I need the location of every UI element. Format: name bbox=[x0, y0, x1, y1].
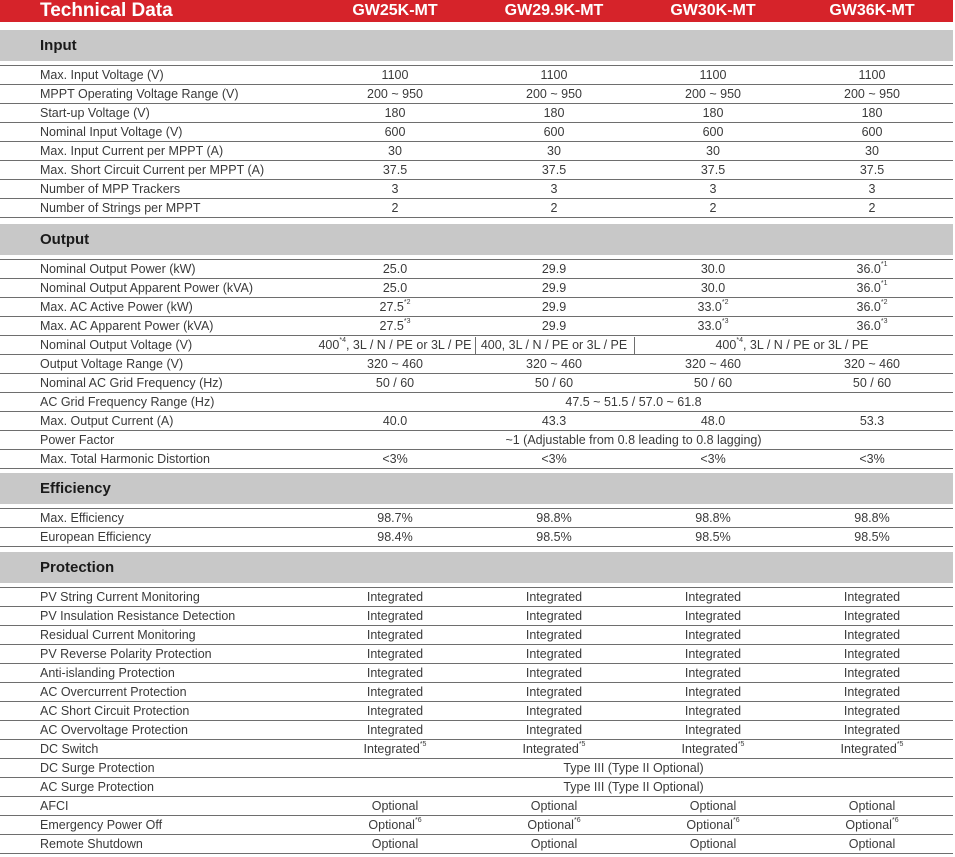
row-value: 200 ~ 950 bbox=[367, 87, 423, 101]
row-value: Integrated bbox=[684, 666, 742, 680]
row-value: Integrated bbox=[843, 723, 901, 737]
row-value: 43.3 bbox=[541, 414, 567, 428]
section-title: Protection bbox=[40, 559, 115, 576]
section-input bbox=[0, 30, 953, 61]
table-row bbox=[0, 645, 953, 664]
row-label: AFCI bbox=[40, 799, 69, 813]
row-value: ~1 (Adjustable from 0.8 leading to 0.8 lagging) bbox=[505, 433, 762, 447]
row-value: 320 ~ 460 bbox=[367, 357, 423, 371]
row-value: Integrated bbox=[525, 723, 583, 737]
table-row bbox=[0, 336, 953, 355]
row-value: 1100 bbox=[699, 68, 727, 82]
row-label: Nominal Output Apparent Power (kVA) bbox=[40, 281, 254, 295]
row-label: PV Reverse Polarity Protection bbox=[40, 647, 212, 661]
table-row bbox=[0, 683, 953, 702]
table-row bbox=[0, 65, 953, 85]
row-value: 50 / 60 bbox=[693, 376, 733, 390]
row-value: Integrated bbox=[684, 609, 742, 623]
row-label: PV String Current Monitoring bbox=[40, 590, 200, 604]
table-row bbox=[0, 85, 953, 104]
row-label: Max. Input Current per MPPT (A) bbox=[40, 144, 224, 158]
row-value: 27.5$^{*3}$ bbox=[379, 318, 411, 333]
row-label: Max. AC Active Power (kW) bbox=[40, 300, 193, 314]
table-row bbox=[0, 123, 953, 142]
row-value: 600 bbox=[384, 125, 406, 139]
row-value: 98.8% bbox=[695, 511, 731, 525]
row-value: Optional bbox=[530, 799, 578, 813]
row-value: 98.5% bbox=[695, 530, 731, 544]
row-label: Max. Input Voltage (V) bbox=[40, 68, 164, 82]
row-value: 40.0 bbox=[382, 414, 408, 428]
model-header-gw25k: GW25K-MT bbox=[352, 2, 438, 19]
table-row bbox=[0, 835, 953, 854]
row-value: <3% bbox=[541, 452, 567, 466]
row-value: Integrated bbox=[366, 685, 424, 699]
row-label: Emergency Power Off bbox=[40, 818, 163, 832]
row-label: Max. Total Harmonic Distortion bbox=[40, 452, 210, 466]
row-value: 1100 bbox=[381, 68, 409, 82]
footnote-mark: *3 bbox=[403, 318, 411, 325]
row-value: <3% bbox=[382, 452, 408, 466]
row-value: 29.9 bbox=[541, 319, 567, 333]
row-value: 180 bbox=[861, 106, 883, 120]
row-value: Optional bbox=[848, 837, 896, 851]
row-label: AC Grid Frequency Range (Hz) bbox=[40, 395, 215, 409]
section-output bbox=[0, 224, 953, 255]
row-value: Integrated bbox=[366, 704, 424, 718]
table-row bbox=[0, 450, 953, 469]
row-value: 1100 bbox=[858, 68, 886, 82]
row-value: 25.0 bbox=[382, 281, 408, 295]
row-value: 180 bbox=[384, 106, 406, 120]
row-value: <3% bbox=[700, 452, 726, 466]
row-value: 48.0 bbox=[700, 414, 726, 428]
row-value: 98.8% bbox=[536, 511, 572, 525]
table-row bbox=[0, 104, 953, 123]
table-row bbox=[0, 759, 953, 778]
row-value: Integrated bbox=[525, 628, 583, 642]
row-value: 37.5 bbox=[541, 163, 567, 177]
row-value: 30 bbox=[706, 144, 720, 158]
table-row bbox=[0, 142, 953, 161]
row-value: 200 ~ 950 bbox=[685, 87, 741, 101]
row-value: 37.5 bbox=[700, 163, 726, 177]
row-value: 30 bbox=[865, 144, 879, 158]
footnote-mark: *2 bbox=[880, 299, 888, 306]
table-row bbox=[0, 797, 953, 816]
row-value: <3% bbox=[859, 452, 885, 466]
footnote-mark: *5 bbox=[419, 741, 427, 748]
row-value: Integrated bbox=[525, 647, 583, 661]
table-row bbox=[0, 412, 953, 431]
section-title: Input bbox=[40, 37, 77, 54]
row-value: 30 bbox=[388, 144, 402, 158]
section-title: Efficiency bbox=[40, 480, 111, 497]
row-value: 33.0$^{*3}$ bbox=[697, 318, 729, 333]
row-value: 3 bbox=[391, 182, 399, 196]
footnote-mark: *6 bbox=[732, 817, 740, 824]
footnote-mark: *2 bbox=[721, 299, 729, 306]
row-value: Integrated bbox=[366, 609, 424, 623]
row-value: 3 bbox=[709, 182, 717, 196]
row-value: Optional$^{*6}$ bbox=[845, 817, 899, 832]
footnote-mark: *3 bbox=[721, 318, 729, 325]
table-row bbox=[0, 702, 953, 721]
row-label: PV Insulation Resistance Detection bbox=[40, 609, 236, 623]
row-value: 53.3 bbox=[859, 414, 885, 428]
table-row bbox=[0, 431, 953, 450]
table-row bbox=[0, 199, 953, 218]
row-value: Integrated bbox=[843, 685, 901, 699]
row-label: Nominal AC Grid Frequency (Hz) bbox=[40, 376, 223, 390]
row-value: 2 bbox=[709, 201, 717, 215]
row-value: 3 bbox=[868, 182, 876, 196]
row-value: 320 ~ 460 bbox=[526, 357, 582, 371]
row-label: Nominal Output Power (kW) bbox=[40, 262, 196, 276]
row-value: 98.8% bbox=[854, 511, 890, 525]
row-value: 25.0 bbox=[382, 262, 408, 276]
row-value: 2 bbox=[391, 201, 399, 215]
row-label: Max. Efficiency bbox=[40, 511, 124, 525]
footnote-mark: *3 bbox=[880, 318, 888, 325]
row-label: Number of Strings per MPPT bbox=[40, 201, 201, 215]
row-label: AC Surge Protection bbox=[40, 780, 154, 794]
table-row bbox=[0, 816, 953, 835]
row-value: 30 bbox=[547, 144, 561, 158]
row-value: Integrated bbox=[684, 647, 742, 661]
row-value: Optional bbox=[530, 837, 578, 851]
row-label: Nominal Output Voltage (V) bbox=[40, 338, 193, 352]
row-value: 27.5$^{*2}$ bbox=[379, 299, 411, 314]
row-value: Integrated bbox=[525, 590, 583, 604]
table-row bbox=[0, 607, 953, 626]
row-value: 50 / 60 bbox=[534, 376, 574, 390]
row-value: 30.0 bbox=[700, 281, 726, 295]
row-value: 320 ~ 460 bbox=[844, 357, 900, 371]
model-header-gw30k: GW30K-MT bbox=[670, 2, 756, 19]
row-label: MPPT Operating Voltage Range (V) bbox=[40, 87, 239, 101]
row-value: Integrated bbox=[366, 723, 424, 737]
row-value: 98.4% bbox=[377, 530, 413, 544]
section-title: Output bbox=[40, 231, 90, 248]
row-value: Optional bbox=[848, 799, 896, 813]
row-value: Integrated bbox=[684, 685, 742, 699]
row-value: 400$^{*4}$, 3L / N / PE or 3L / PE bbox=[715, 337, 869, 352]
row-value: 36.0$^{*1}$ bbox=[856, 261, 888, 276]
footnote-mark: *1 bbox=[880, 280, 888, 287]
row-value: Integrated bbox=[366, 666, 424, 680]
row-label: Number of MPP Trackers bbox=[40, 182, 181, 196]
row-value: Type III (Type II Optional) bbox=[563, 780, 704, 794]
table-row bbox=[0, 508, 953, 528]
row-value: 36.0$^{*3}$ bbox=[856, 318, 888, 333]
row-value: 98.5% bbox=[854, 530, 890, 544]
row-value: Integrated bbox=[525, 609, 583, 623]
footnote-mark: *6 bbox=[573, 817, 581, 824]
row-value: Integrated$^{*5}$ bbox=[840, 741, 904, 756]
row-label: Remote Shutdown bbox=[40, 837, 143, 851]
footnote-mark: *5 bbox=[737, 741, 745, 748]
row-value: 98.7% bbox=[377, 511, 413, 525]
table-row bbox=[0, 721, 953, 740]
footnote-mark: *5 bbox=[896, 741, 904, 748]
row-value: 29.9 bbox=[541, 300, 567, 314]
row-value: 2 bbox=[868, 201, 876, 215]
row-value: Integrated bbox=[366, 628, 424, 642]
row-value: 1100 bbox=[540, 68, 568, 82]
row-value: Integrated bbox=[843, 609, 901, 623]
footnote-mark: *6 bbox=[891, 817, 899, 824]
row-value: 37.5 bbox=[859, 163, 885, 177]
row-value: Integrated bbox=[366, 590, 424, 604]
table-row bbox=[0, 279, 953, 298]
row-label: AC Overvoltage Protection bbox=[40, 723, 188, 737]
table-row bbox=[0, 587, 953, 607]
row-label: Max. AC Apparent Power (kVA) bbox=[40, 319, 214, 333]
row-value: Integrated$^{*5}$ bbox=[522, 741, 586, 756]
model-header-gw29-9k: GW29.9K-MT bbox=[504, 2, 604, 19]
row-value: 33.0$^{*2}$ bbox=[697, 299, 729, 314]
row-value: Integrated bbox=[525, 666, 583, 680]
row-value: Integrated bbox=[843, 647, 901, 661]
row-value: 320 ~ 460 bbox=[685, 357, 741, 371]
row-value: 36.0$^{*1}$ bbox=[856, 280, 888, 295]
row-label: DC Surge Protection bbox=[40, 761, 155, 775]
table-row bbox=[0, 393, 953, 412]
row-value: 180 bbox=[543, 106, 565, 120]
row-value: 36.0$^{*2}$ bbox=[856, 299, 888, 314]
row-label: Output Voltage Range (V) bbox=[40, 357, 184, 371]
table-row bbox=[0, 664, 953, 683]
cell-divider bbox=[475, 337, 476, 354]
row-value: Integrated bbox=[684, 590, 742, 604]
row-label: AC Overcurrent Protection bbox=[40, 685, 187, 699]
row-label: Anti-islanding Protection bbox=[40, 666, 175, 680]
footnote-mark: *4 bbox=[736, 337, 743, 344]
table-row bbox=[0, 528, 953, 547]
row-value: Integrated$^{*5}$ bbox=[681, 741, 745, 756]
row-value: 400, 3L / N / PE or 3L / PE bbox=[480, 338, 628, 352]
row-value: 30.0 bbox=[700, 262, 726, 276]
row-value: Integrated bbox=[366, 647, 424, 661]
row-value: 2 bbox=[550, 201, 558, 215]
row-value: Integrated bbox=[843, 628, 901, 642]
footnote-mark: *6 bbox=[414, 817, 422, 824]
row-label: Nominal Input Voltage (V) bbox=[40, 125, 183, 139]
row-label: Residual Current Monitoring bbox=[40, 628, 196, 642]
row-value: Integrated bbox=[684, 723, 742, 737]
footnote-mark: *5 bbox=[578, 741, 586, 748]
row-value: 50 / 60 bbox=[852, 376, 892, 390]
row-value: 600 bbox=[543, 125, 565, 139]
row-value: Integrated bbox=[525, 685, 583, 699]
row-value: Optional bbox=[371, 799, 419, 813]
row-label: Max. Output Current (A) bbox=[40, 414, 174, 428]
cell-divider bbox=[634, 337, 635, 354]
table-row bbox=[0, 259, 953, 279]
row-label: AC Short Circuit Protection bbox=[40, 704, 190, 718]
table-row bbox=[0, 374, 953, 393]
table-row bbox=[0, 180, 953, 199]
row-value: Integrated bbox=[684, 628, 742, 642]
table-row bbox=[0, 740, 953, 759]
row-value: 29.9 bbox=[541, 281, 567, 295]
table-title: Technical Data bbox=[40, 0, 173, 21]
row-value: Optional$^{*6}$ bbox=[686, 817, 740, 832]
row-value: 600 bbox=[861, 125, 883, 139]
row-value: 600 bbox=[702, 125, 724, 139]
table-row bbox=[0, 355, 953, 374]
table-row bbox=[0, 298, 953, 317]
row-value: 200 ~ 950 bbox=[526, 87, 582, 101]
row-value: 50 / 60 bbox=[375, 376, 415, 390]
model-header-gw36k: GW36K-MT bbox=[829, 2, 915, 19]
table-row bbox=[0, 626, 953, 645]
row-value: Optional bbox=[689, 837, 737, 851]
table-header bbox=[0, 0, 953, 22]
footnote-mark: *4 bbox=[339, 337, 346, 344]
row-label: European Efficiency bbox=[40, 530, 151, 544]
table-row bbox=[0, 317, 953, 336]
row-label: Max. Short Circuit Current per MPPT (A) bbox=[40, 163, 265, 177]
section-efficiency bbox=[0, 473, 953, 504]
row-value: Optional bbox=[689, 799, 737, 813]
row-label: DC Switch bbox=[40, 742, 99, 756]
row-value: 400$^{*4}$, 3L / N / PE or 3L / PE bbox=[318, 337, 472, 352]
row-value: 200 ~ 950 bbox=[844, 87, 900, 101]
table-row bbox=[0, 778, 953, 797]
row-value: Integrated$^{*5}$ bbox=[363, 741, 427, 756]
row-value: Integrated bbox=[525, 704, 583, 718]
row-value: 47.5 ~ 51.5 / 57.0 ~ 61.8 bbox=[565, 395, 702, 409]
row-value: Type III (Type II Optional) bbox=[563, 761, 704, 775]
row-value: Integrated bbox=[843, 666, 901, 680]
row-label: Power Factor bbox=[40, 433, 115, 447]
row-value: 37.5 bbox=[382, 163, 408, 177]
footnote-mark: *1 bbox=[880, 261, 888, 268]
row-value: Optional$^{*6}$ bbox=[527, 817, 581, 832]
row-value: Integrated bbox=[843, 590, 901, 604]
row-value: 3 bbox=[550, 182, 558, 196]
row-value: Optional bbox=[371, 837, 419, 851]
row-value: Optional$^{*6}$ bbox=[368, 817, 422, 832]
row-label: Start-up Voltage (V) bbox=[40, 106, 150, 120]
row-value: 29.9 bbox=[541, 262, 567, 276]
row-value: 98.5% bbox=[536, 530, 572, 544]
footnote-mark: *2 bbox=[403, 299, 411, 306]
table-row bbox=[0, 161, 953, 180]
section-protection bbox=[0, 552, 953, 583]
row-value: 180 bbox=[702, 106, 724, 120]
row-value: Integrated bbox=[684, 704, 742, 718]
row-value: Integrated bbox=[843, 704, 901, 718]
